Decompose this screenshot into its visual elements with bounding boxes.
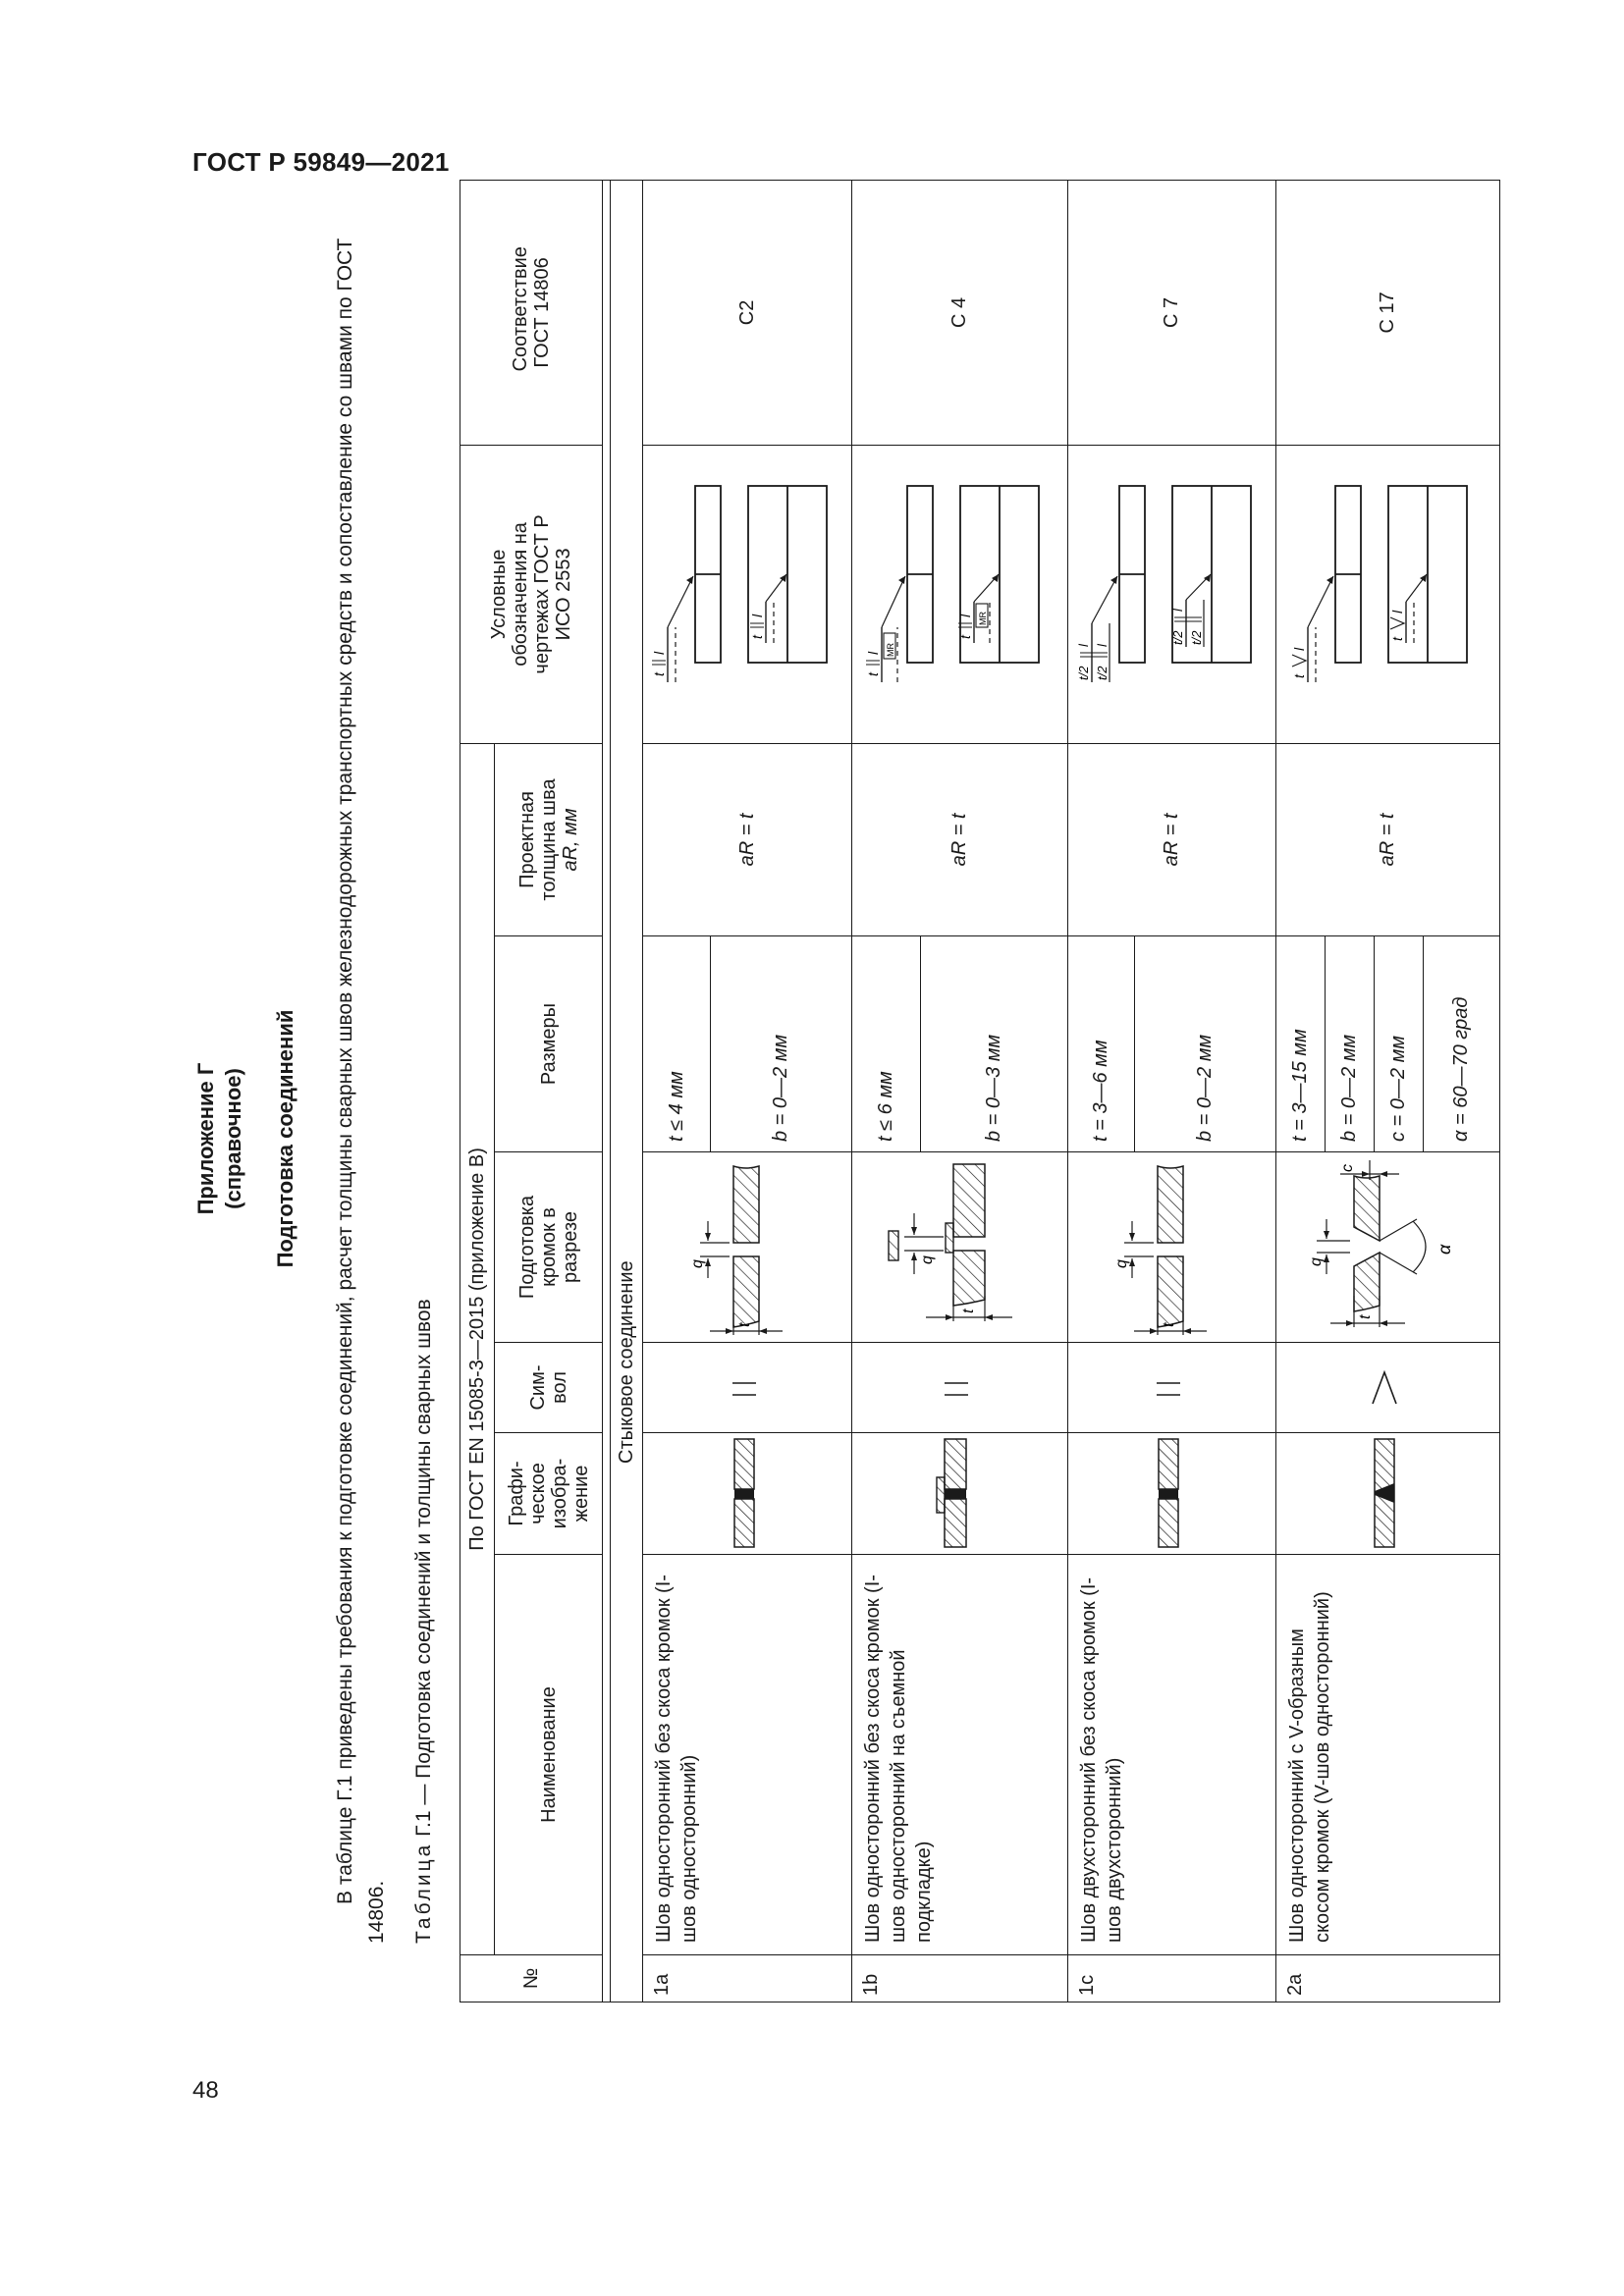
- graphic-image: [1067, 1433, 1275, 1555]
- table-caption-prefix: Таблица: [412, 1842, 435, 1944]
- correspondence-code: C 17: [1275, 180, 1499, 445]
- header-num: №: [460, 1955, 603, 2002]
- svg-text:q: q: [919, 1255, 937, 1265]
- drawing-designation: [643, 445, 851, 743]
- designation-2a-icon: [1291, 466, 1473, 721]
- svg-text:α: α: [1435, 1245, 1455, 1255]
- double-butt-weld-graphic-icon: [1149, 1437, 1188, 1551]
- table-caption: [412, 1299, 436, 1944]
- dimensions-cell: [643, 936, 851, 1152]
- designation-1b-icon: [865, 466, 1045, 721]
- weld-symbol: [1067, 1343, 1275, 1433]
- annex-title: [192, 157, 247, 2120]
- header-name: Наименование: [495, 1555, 603, 1955]
- svg-text:t/2: t/2: [1189, 630, 1205, 646]
- designation-1a-icon: [651, 466, 833, 721]
- v-weld-graphic-icon: [1365, 1437, 1404, 1551]
- drawing-designation: [1067, 445, 1275, 743]
- table-row: [1067, 180, 1275, 2002]
- drawing-designation: [851, 445, 1067, 743]
- weld-symbol: [851, 1343, 1067, 1433]
- section-row: Стыковое соединение: [611, 180, 643, 2002]
- double-rule: [603, 180, 611, 2002]
- svg-text:l: l: [1291, 648, 1308, 652]
- svg-text:t: t: [736, 1323, 754, 1328]
- svg-text:c: c: [1339, 1164, 1357, 1173]
- dimension-item: t ≤ 4 мм: [643, 936, 710, 1151]
- correspondence-code: C2: [643, 180, 851, 445]
- header-dimensions: Размеры: [495, 936, 603, 1152]
- table-caption-text: Г.1 — Подготовка соединений и толщины сварных швов: [412, 1299, 435, 1837]
- designation-1c-icon: [1076, 466, 1257, 721]
- header-designation: Условные обозначения на чертежах ГОСТ Р ИСО 2553: [460, 445, 603, 743]
- v-weld-symbol-icon: [1365, 1363, 1404, 1413]
- table-row: [643, 180, 851, 2002]
- section-title: Подготовка соединений: [273, 1009, 298, 1268]
- header-thickness-unit: aR, мм: [559, 808, 581, 872]
- graphic-image: [643, 1433, 851, 1555]
- header-symbol: Сим-вол: [495, 1343, 603, 1433]
- row-name: Шов односторонний без скоса кромок (I-шов односторонний на съемной подкладке): [851, 1555, 1067, 1955]
- svg-text:t: t: [1357, 1315, 1375, 1320]
- dimensions-cell: [1275, 936, 1499, 1152]
- svg-text:MR: MR: [978, 612, 989, 626]
- annex-type: (справочное): [221, 1068, 245, 1209]
- dimension-item: b = 0—2 мм: [1193, 1034, 1216, 1142]
- edge-preparation: [1275, 1152, 1499, 1343]
- dimension-item: t = 3—6 мм: [1068, 936, 1135, 1151]
- edge-preparation-1c-icon: [1105, 1159, 1232, 1336]
- row-number: 1b: [851, 1955, 1067, 2002]
- edge-preparation: [851, 1152, 1067, 1343]
- svg-text:t: t: [865, 672, 882, 677]
- document-code: ГОСТ Р 59849—2021: [192, 147, 450, 177]
- svg-text:MR: MR: [886, 643, 896, 658]
- svg-text:l: l: [957, 614, 974, 618]
- annex-label: Приложение Г: [193, 1062, 218, 1215]
- i-weld-symbol-icon: [725, 1368, 764, 1408]
- svg-text:l: l: [1095, 644, 1110, 648]
- svg-text:t/2: t/2: [1095, 666, 1110, 681]
- table-row: [1275, 180, 1499, 2002]
- dimension-item: t ≤ 6 мм: [852, 936, 921, 1151]
- edge-preparation-1b-icon: [883, 1159, 1030, 1336]
- svg-text:l: l: [1170, 609, 1186, 613]
- edge-preparation: [1067, 1152, 1275, 1343]
- row-number: 1a: [643, 1955, 851, 2002]
- i-weld-symbol-icon: [1149, 1368, 1188, 1408]
- dimension-item: t = 3—15 мм: [1276, 936, 1326, 1151]
- design-thickness: aR = t: [851, 743, 1067, 935]
- svg-text:l: l: [749, 614, 766, 618]
- svg-text:t: t: [960, 1309, 978, 1314]
- drawing-designation: [1275, 445, 1499, 743]
- row-number: 1c: [1067, 1955, 1275, 2002]
- dimension-item: c = 0—2 мм: [1375, 936, 1424, 1151]
- svg-text:q: q: [1113, 1259, 1131, 1269]
- dimensions-cell: [1067, 936, 1275, 1152]
- edge-preparation: [643, 1152, 851, 1343]
- svg-text:l: l: [651, 652, 668, 656]
- svg-text:q: q: [1308, 1257, 1326, 1267]
- graphic-image: [1275, 1433, 1499, 1555]
- svg-text:l: l: [1389, 611, 1406, 614]
- correspondence-code: C 7: [1067, 180, 1275, 445]
- svg-text:l: l: [865, 652, 882, 656]
- butt-weld-graphic-icon: [725, 1437, 764, 1551]
- intro-paragraph: В таблице Г.1 приведены требования к подготовке соединений, расчет толщины сварных швов железнодорожных транспортных средств и сопоставление со швами по ГОСТ 14806.: [334, 238, 388, 1944]
- svg-text:t: t: [1161, 1323, 1178, 1328]
- svg-text:t/2: t/2: [1170, 630, 1186, 646]
- svg-text:t: t: [651, 672, 668, 677]
- header-preparation: Подготовка кромок в разрезе: [495, 1152, 603, 1343]
- edge-preparation-1a-icon: [680, 1159, 808, 1336]
- header-correspondence: Соответствие ГОСТ 14806: [460, 180, 603, 445]
- rotated-page-content: [47, 157, 1579, 2120]
- svg-text:t/2: t/2: [1076, 666, 1092, 681]
- design-thickness: aR = t: [1275, 743, 1499, 935]
- svg-text:t: t: [749, 635, 766, 640]
- row-name: Шов односторонний с V-образным скосом кромок (V-шов односторонний): [1275, 1555, 1499, 1955]
- weld-symbol: [643, 1343, 851, 1433]
- svg-text:t: t: [1291, 674, 1308, 679]
- table-row: [851, 180, 1067, 2002]
- svg-text:t: t: [957, 635, 974, 640]
- row-number: 2a: [1275, 1955, 1499, 2002]
- dimension-item: b = 0—2 мм: [1326, 936, 1375, 1151]
- header-thickness: Проектная толщина шва aR, мм: [495, 743, 603, 935]
- i-weld-symbol-icon: [937, 1368, 976, 1408]
- header-group: По ГОСТ EN 15085-3—2015 (приложение В): [460, 743, 495, 1954]
- page-number: 48: [192, 2077, 219, 2104]
- dimension-item: α = 60—70 град: [1450, 996, 1473, 1142]
- design-thickness: aR = t: [1067, 743, 1275, 935]
- dimension-item: b = 0—2 мм: [769, 1034, 791, 1142]
- svg-text:q: q: [689, 1259, 707, 1269]
- graphic-image: [851, 1433, 1067, 1555]
- weld-symbol: [1275, 1343, 1499, 1433]
- dimension-item: b = 0—3 мм: [982, 1034, 1004, 1142]
- correspondence-code: C 4: [851, 180, 1067, 445]
- svg-text:l: l: [1076, 644, 1092, 648]
- svg-text:t: t: [1389, 637, 1406, 642]
- dimensions-cell: [851, 936, 1067, 1152]
- header-graphic: Графи-ческое изобра-жение: [495, 1433, 603, 1555]
- butt-weld-backing-graphic-icon: [933, 1437, 980, 1551]
- design-thickness: aR = t: [643, 743, 851, 935]
- edge-preparation-2a-icon: [1301, 1159, 1468, 1336]
- row-name: Шов двухсторонний без скоса кромок (I-шов двухсторонний): [1067, 1555, 1275, 1955]
- row-name: Шов односторонний без скоса кромок (I-шов односторонний): [643, 1555, 851, 1955]
- joint-preparation-table: [460, 180, 1500, 2002]
